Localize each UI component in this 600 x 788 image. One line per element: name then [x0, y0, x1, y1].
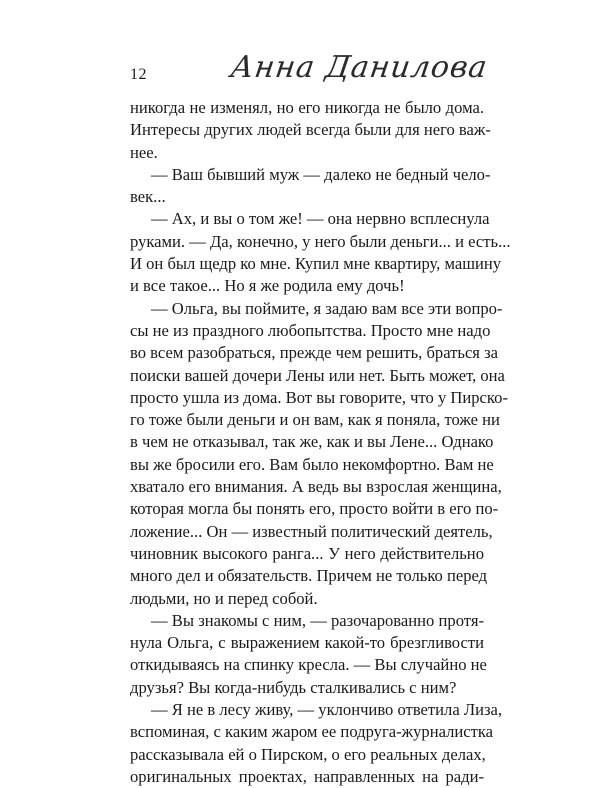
- text-line: людьми, но и перед собой.: [130, 588, 318, 608]
- text-line: поиски вашей дочери Лены или нет. Быть может, она: [130, 365, 505, 385]
- page-number: 12: [130, 66, 147, 83]
- text-line: — Я не в лесу живу, — уклончиво ответила Лиза,: [151, 700, 503, 720]
- text-line: сы не из праздного любопытства. Просто мне надо: [130, 320, 491, 340]
- text-line: вспоминая, с каким жаром ее подруга-журналистка: [130, 722, 494, 742]
- text-line: хватало его внимания. А ведь вы взрослая женщина,: [130, 477, 502, 497]
- author-running-head: Анна Данилова: [229, 50, 491, 85]
- text-line: в чем не отказывал, так же, как и вы Лене... Однако: [130, 432, 494, 452]
- text-line: просто ушла из дома. Вот вы говорите, что у Пирско-: [130, 387, 508, 407]
- text-line: век...: [130, 187, 166, 207]
- text-line: никогда не изменял, но его никогда не было дома.: [130, 98, 484, 117]
- text-line: го тоже были деньги и он вам, как я поняла, тоже ни: [130, 410, 500, 430]
- text-line: которая могла бы понять его, просто войти в его по-: [130, 499, 499, 519]
- text-line: во всем разобраться, прежде чем решить, браться за: [130, 343, 499, 363]
- text-line: нула Ольга, с выражением какой-то брезгливости: [130, 633, 484, 653]
- text-line: — Ольга, вы поймите, я задаю вам все эти вопро-: [151, 298, 503, 318]
- body-text: [130, 97, 511, 788]
- text-line: откидываясь на спинку кресла. — Вы случайно не: [130, 655, 487, 675]
- text-line: И он был щедр ко мне. Купил мне квартиру, машину: [130, 254, 502, 274]
- text-line: чиновник высокого ранга... У него действительно: [130, 543, 484, 563]
- text-line: нее.: [130, 142, 158, 162]
- text-line: друзья? Вы когда-нибудь сталкивались с ним?: [130, 677, 457, 697]
- text-line: оригинальных проектах, направленных на ради-: [130, 766, 484, 786]
- text-line: — Ваш бывший муж — далеко не бедный чело-: [151, 164, 491, 184]
- text-line: руками. — Да, конечно, у него были деньги... и есть...: [130, 231, 511, 251]
- text-line: и все такое... Но я же родила ему дочь!: [130, 276, 405, 296]
- text-line: рассказывала ей о Пирском, о его реальных делах,: [130, 744, 486, 764]
- text-line: Интересы других людей всегда были для него важ-: [130, 120, 491, 140]
- text-line: — Ах, и вы о том же! — она нервно всплеснула: [151, 209, 490, 229]
- text-line: много дел и обязательств. Причем не только перед: [130, 566, 488, 586]
- text-line: ложение... Он — известный политический деятель,: [130, 521, 493, 541]
- text-line: вы же бросили его. Вам было некомфортно. Вам не: [130, 454, 494, 474]
- text-line: — Вы знакомы с ним, — разочарованно протя-: [151, 610, 484, 630]
